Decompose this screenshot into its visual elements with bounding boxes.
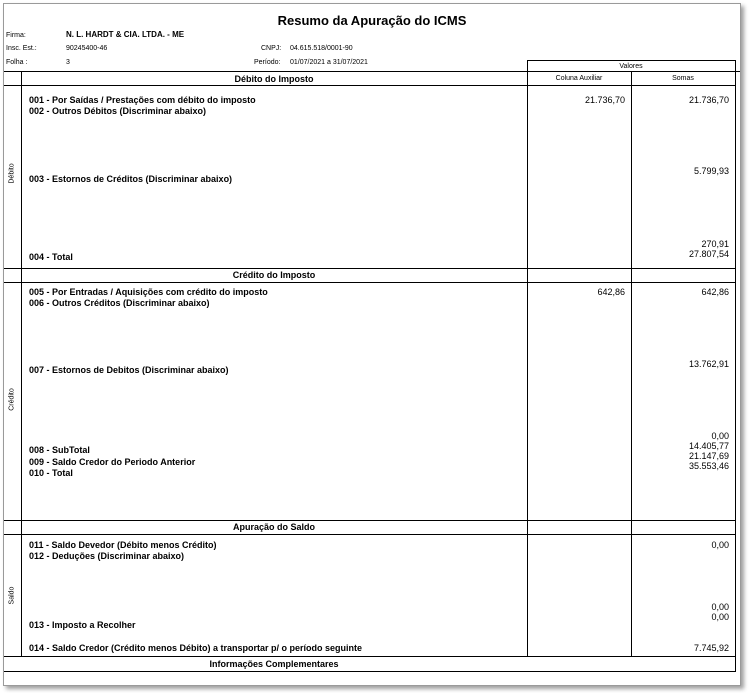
row-011-soma: 0,00 <box>711 540 729 550</box>
table-top-rule <box>4 71 740 72</box>
info-top-rule <box>4 656 736 657</box>
insc-est-value: 90245400-46 <box>66 45 108 52</box>
credito-header-rule <box>4 282 736 283</box>
row-001-aux: 21.736,70 <box>584 95 625 105</box>
row-002-label: 002 - Outros Débitos (Discriminar abaixo) <box>29 106 207 116</box>
row-003-label: 003 - Estornos de Créditos (Discriminar abaixo) <box>29 174 233 184</box>
cnpj-value: 04.615.518/0001-90 <box>290 45 353 52</box>
valores-top-rule <box>527 60 735 61</box>
right-table-rule <box>735 60 736 671</box>
row-014-soma: 7.745,92 <box>693 643 729 653</box>
report-sheet <box>3 3 741 686</box>
row-003-soma: 5.799,93 <box>693 166 729 176</box>
row-007-soma: 13.762,91 <box>688 359 729 369</box>
insc-est-label: Insc. Est.: <box>6 45 37 52</box>
report-title: Resumo da Apuração do ICMS <box>277 13 467 28</box>
periodo-value: 01/07/2021 a 31/07/2021 <box>290 59 368 66</box>
row-004-label: 004 - Total <box>29 252 73 262</box>
credito-title: Crédito do Imposto <box>232 270 316 280</box>
row-004-soma-b: 27.807,54 <box>688 249 729 259</box>
row-013-soma-a: 0,00 <box>711 602 729 612</box>
info-bottom-rule <box>4 671 736 672</box>
firma-value: N. L. HARDT & CIA. LTDA. - ME <box>66 30 185 39</box>
credito-side-label: Crédito <box>8 388 16 411</box>
row-009-label: 009 - Saldo Credor do Periodo Anterior <box>29 457 196 467</box>
row-013-soma-b: 0,00 <box>711 612 729 622</box>
row-014-label: 014 - Saldo Credor (Crédito menos Débito) a transportar p/ o período seguinte <box>29 643 363 653</box>
row-001-soma: 21.736,70 <box>688 95 729 105</box>
row-006-label: 006 - Outros Créditos (Discriminar abaixo) <box>29 298 210 308</box>
debito-title: Débito do Imposto <box>234 74 314 84</box>
somas-header: Somas <box>672 75 694 82</box>
informacoes-title: Informações Complementares <box>209 659 339 669</box>
saldo-title: Apuração do Saldo <box>232 522 315 532</box>
row-005-aux: 642,86 <box>597 287 625 297</box>
folha-value: 3 <box>66 59 70 66</box>
saldo-side-label: Saldo <box>8 586 16 605</box>
row-005-soma: 642,86 <box>701 287 729 297</box>
side-column-rule <box>21 71 22 656</box>
firma-label: Firma: <box>6 32 26 39</box>
cnpj-label: CNPJ: <box>261 45 282 52</box>
row-011-label: 011 - Saldo Devedor (Débito menos Crédito) <box>29 540 217 550</box>
aux-column-rule <box>527 60 528 656</box>
row-013-label: 013 - Imposto a Recolher <box>29 620 136 630</box>
credito-soma-2: 14.405,77 <box>688 441 729 451</box>
coluna-auxiliar-header: Coluna Auxiliar <box>555 75 603 82</box>
credito-soma-3: 21.147,69 <box>688 451 729 461</box>
row-005-label: 005 - Por Entradas / Aquisições com crédito do imposto <box>29 287 268 297</box>
row-008-label: 008 - SubTotal <box>29 445 90 455</box>
credito-soma-4: 35.553,46 <box>688 461 729 471</box>
debito-side-label: Débito <box>8 163 16 184</box>
saldo-top-rule <box>4 520 736 521</box>
debito-header-rule <box>4 85 736 86</box>
periodo-label: Período: <box>254 59 281 66</box>
credito-soma-1: 0,00 <box>711 431 729 441</box>
saldo-header-rule <box>4 534 736 535</box>
row-007-label: 007 - Estornos de Debitos (Discriminar abaixo) <box>29 365 229 375</box>
credito-top-rule <box>4 268 736 269</box>
valores-header: Valores <box>619 63 643 70</box>
row-001-label: 001 - Por Saídas / Prestações com débito do imposto <box>29 95 256 105</box>
row-010-label: 010 - Total <box>29 468 73 478</box>
row-004-soma-a: 270,91 <box>701 239 729 249</box>
row-012-label: 012 - Deduções (Discriminar abaixo) <box>29 551 185 561</box>
folha-label: Folha : <box>6 59 28 66</box>
